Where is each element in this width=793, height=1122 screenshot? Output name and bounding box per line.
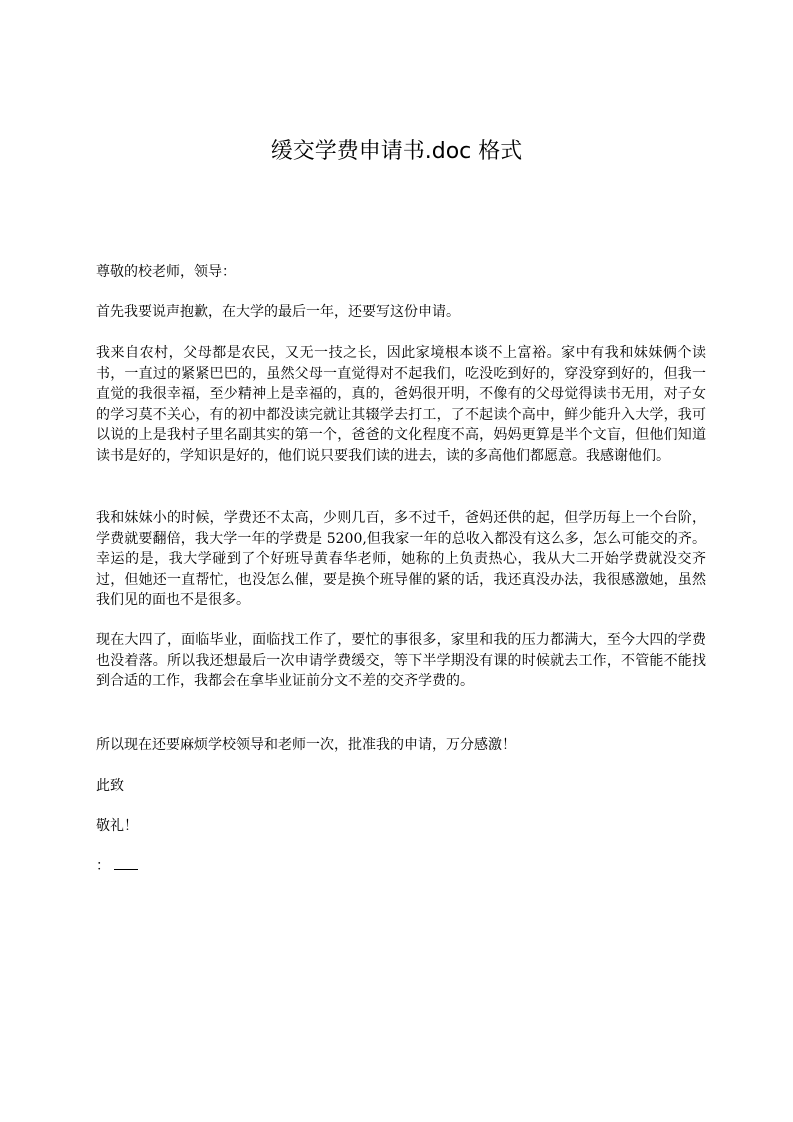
signature-blank xyxy=(114,857,138,870)
closing-line-2: 敬礼！ xyxy=(96,818,138,834)
paragraph-deferral-request: 现在大四了，面临毕业，面临找工作了，要忙的事很多，家里和我的压力都满大，至今大四的学费也没着落。所以我还想最后一次申请学费缓交，等下半学期没有课的时候就去工作，不管能不能找到合适的工作，我都会在拿毕业证前分文不差的交齐学费的。 xyxy=(96,632,706,689)
document-title: 缓交学费申请书.doc 格式 xyxy=(270,139,523,164)
paragraph-thanks: 所以现在还要麻烦学校领导和老师一次，批准我的申请，万分感激！ xyxy=(96,737,516,753)
signature-prefix: ： xyxy=(96,858,110,874)
paragraph-family-background: 我来自农村，父母都是农民，又无一技之长，因此家境根本谈不上富裕。家中有我和妹妹俩个读书，一直过的紧紧巴巴的，虽然父母一直觉得对不起我们，吃没吃到好的，穿没穿到好的，但我一直觉的我很幸福，至少精神上是幸福的，真的，爸妈很开明，不像有的父母觉得读书无用，对子女的学习莫不关心，有的初中都没读完就让其辍学去打工，了不起读个高中，鲜少能升入大学，我可以说的上是我村子里名副其实的第一个，爸爸的文化程度不高，妈妈更算是半个文盲，但他们知道读书是好的，学知识是好的，他们说只要我们读的进去，读的多高他们都愿意。我感谢他们。 xyxy=(96,345,706,464)
closing-line-1: 此致 xyxy=(96,778,124,794)
signature-line xyxy=(96,856,138,876)
salutation: 尊敬的校老师，领导： xyxy=(96,264,236,280)
paragraph-tuition-history: 我和妹妹小的时候，学费还不太高，少则几百，多不过千，爸妈还供的起，但学历每上一个台阶，学费就要翻倍，我大学一年的学费是 5200,但我家一年的总收入都没有这么多，怎么可能交的齐。幸运的是，我大学碰到了个好班导黄春华老师，她称的上负责热心，我从大二开始学费就没交齐过，但她还一直帮忙，也没怎么催，要是换个班导催的紧的话，我还真没办法，我很感激她，虽然我们见的面也不是很多。 xyxy=(96,510,706,608)
paragraph-apology: 首先我要说声抱歉，在大学的最后一年，还要写这份申请。 xyxy=(96,304,460,320)
